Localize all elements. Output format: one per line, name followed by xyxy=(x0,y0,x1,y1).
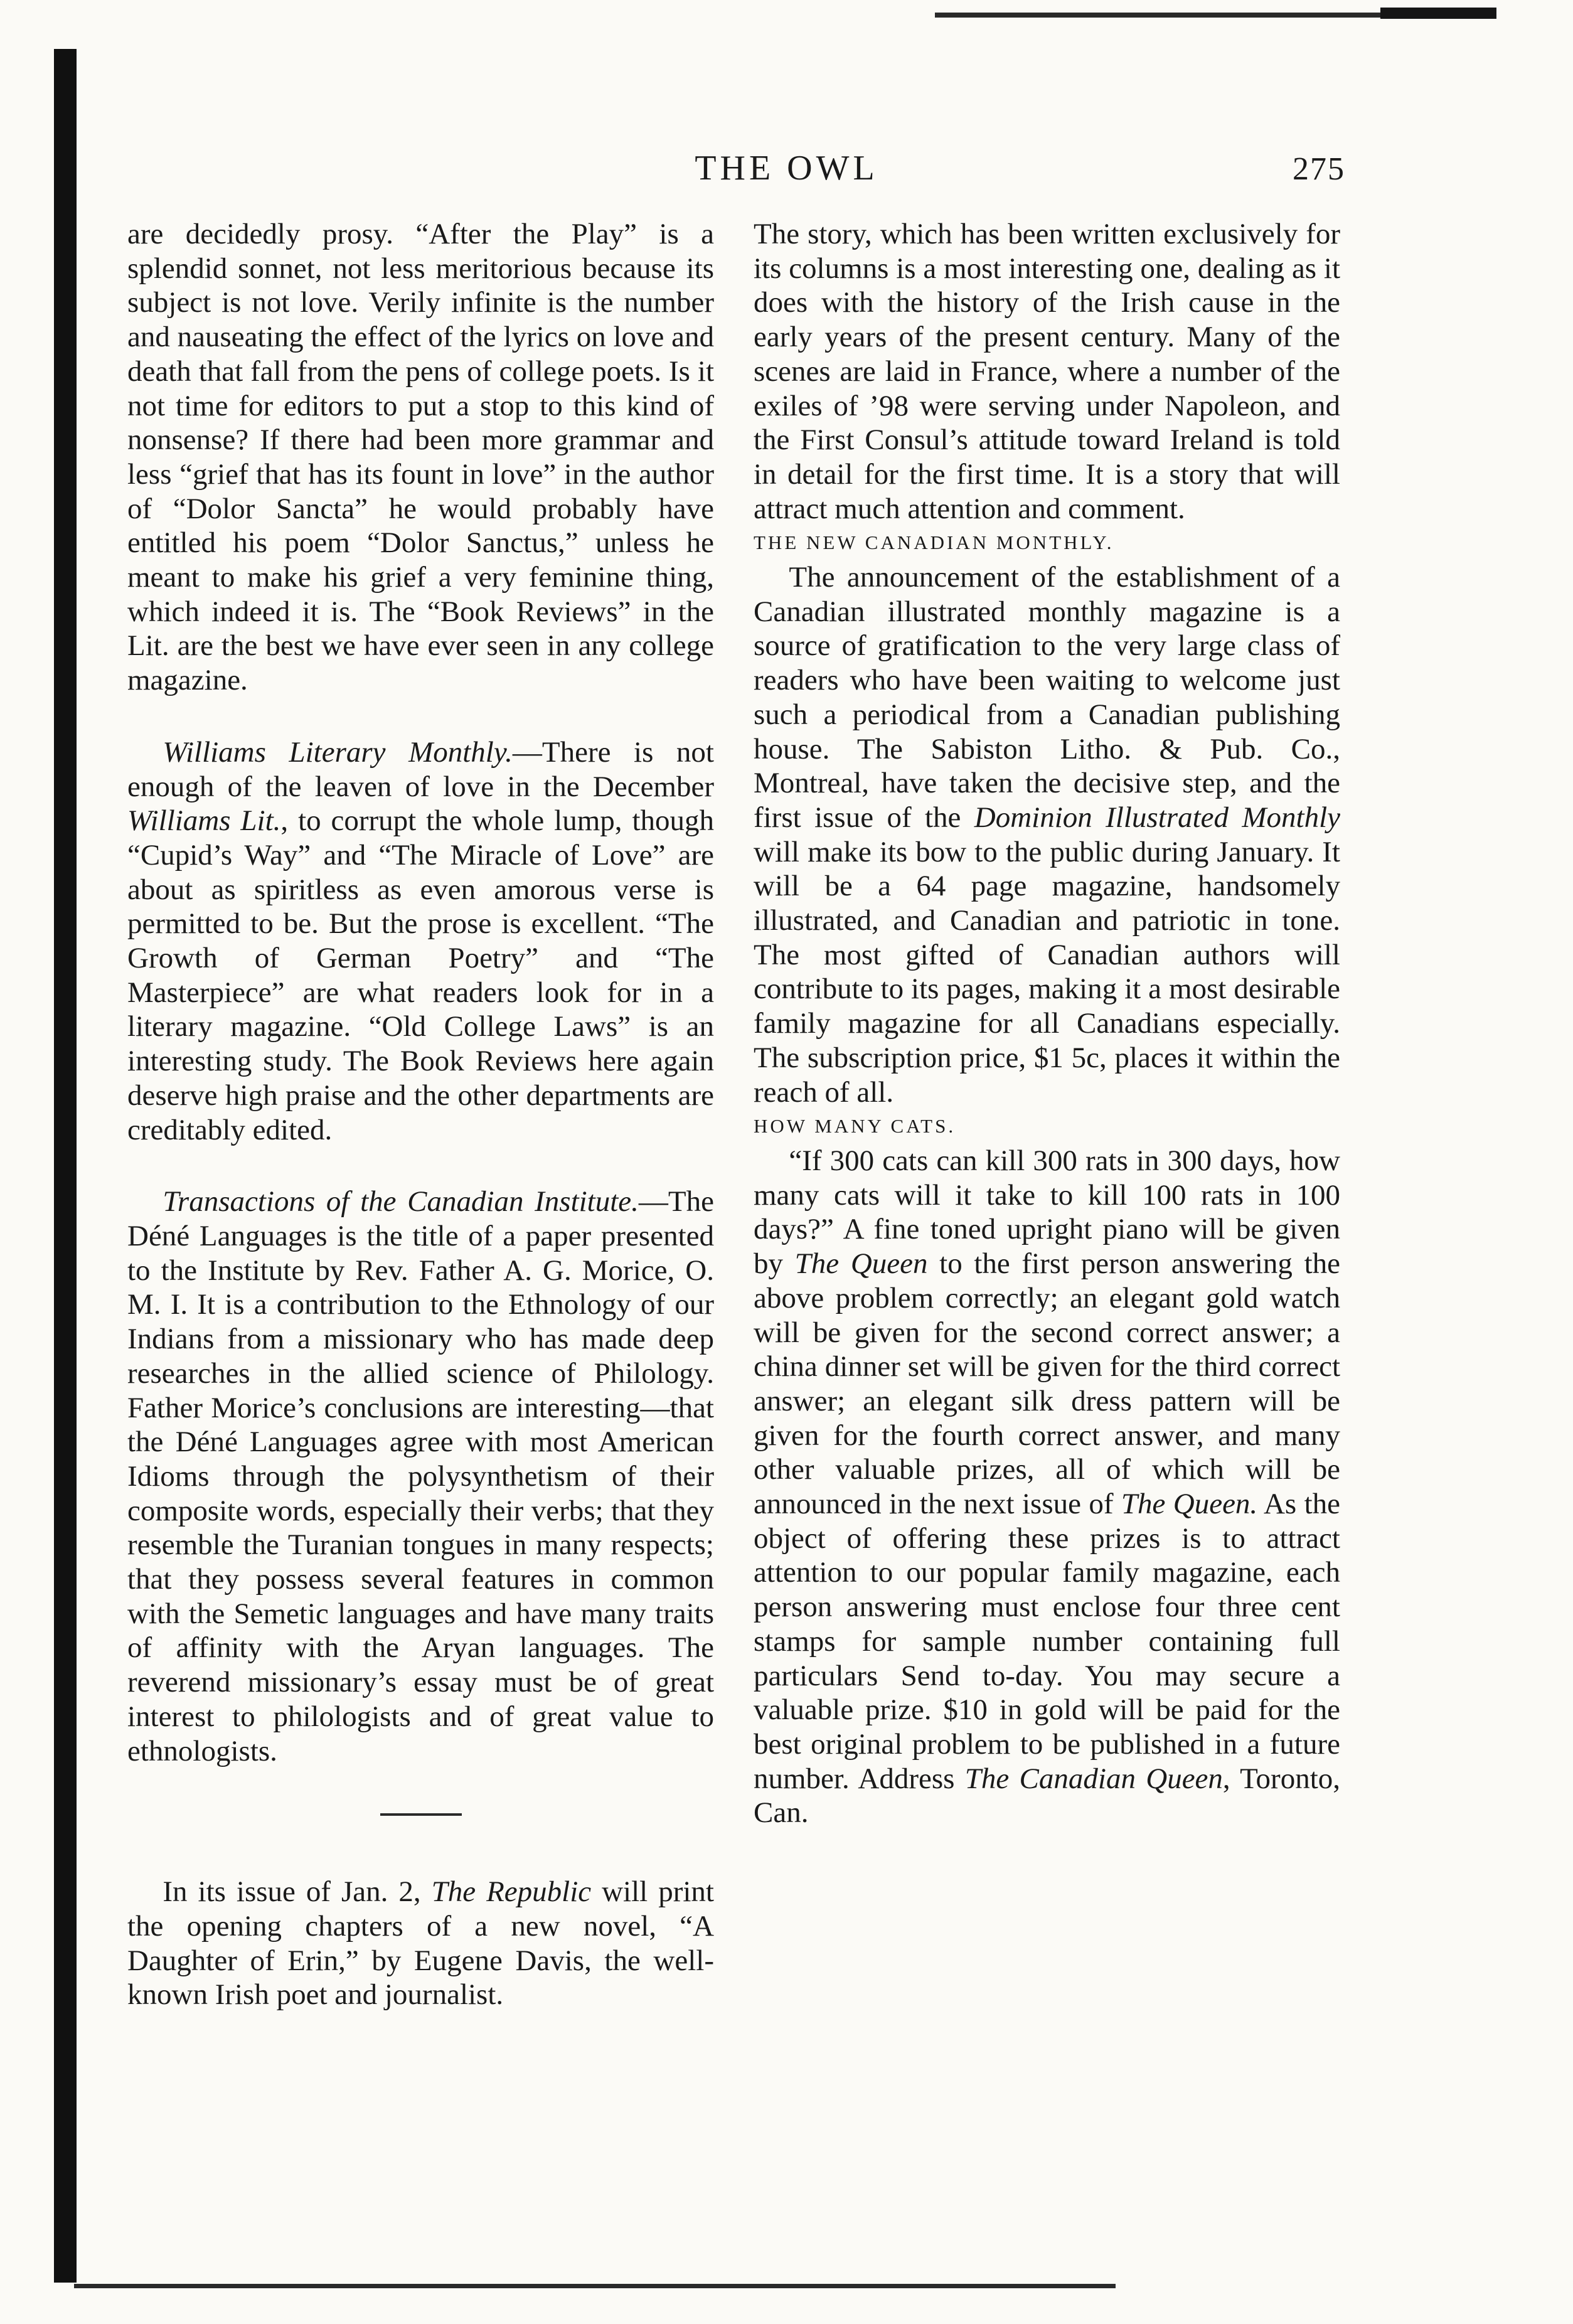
right-column xyxy=(754,217,1340,1830)
paragraph-story-continued: The story, which has been written exclusively for its columns is a most interesting one, dealing as it does with the history of the Irish cause in the early years of the present century. Many of the scenes are laid in France, where a number of the exiles of ’98 were serving under Napoleon, and the First Consul’s attitude toward Ireland is told in detail for the first time. It is a story that will attract much attention and comment. xyxy=(754,218,1340,525)
page-number: 275 xyxy=(1293,151,1345,187)
title-dominion-illustrated-monthly: Dominion Illustrated Monthly xyxy=(974,801,1340,834)
title-transactions: Transactions of the Canadian Institute. xyxy=(163,1185,639,1218)
left-column xyxy=(127,217,714,2012)
title-the-queen-2: The Queen. xyxy=(1121,1488,1258,1521)
title-williams-literary-monthly: Williams Literary Monthly. xyxy=(163,735,513,769)
title-the-queen: The Queen xyxy=(794,1247,928,1281)
paragraph-williams-literary-monthly: Williams Literary Monthly.—There is not enough of the leaven of love in the December Williams Lit., to corrupt the whole lump, though “Cupid’s Way” and “The Miracle of Love” are about as spiritless as even amorous verse is permitted to be. But the prose is excellent. “The Growth of German Poetry” and “The Masterpiece” are what readers look for in a literary magazine. “Old College Laws” is an interesting study. The Book Reviews here again deserve high praise and the other departments are creditably edited. xyxy=(127,735,714,1146)
title-the-canadian-queen: The Canadian Queen xyxy=(964,1762,1223,1795)
paragraph-how-many-cats: “If 300 cats can kill 300 rats in 300 days, how many cats will it take to kill 100 rats in 100 days?” A fine toned upright piano will be given by The Queen to the first person answering the above problem correctly; an elegant gold watch will be given for the second correct answer; a china dinner set will be given for the third correct answer; an elegant silk dress pattern will be given for the fourth correct answer, and many other valuable prizes, all of which will be announced in the next issue of The Queen. As the object of offering these prizes is to attract attention to our popular family magazine, each person answering must enclose four three cent stamps for sample number containing full particulars Send to-day. You may secure a valuable prize. $10 in gold will be paid for the best original problem to be published in a future number. Address The Canadian Queen, Toronto, Can. xyxy=(754,1144,1341,1830)
title-williams-lit: Williams Lit. xyxy=(127,804,281,838)
paragraph-republic: In its issue of Jan. 2, The Republic will print the opening chapters of a new novel, “A Daughter of Erin,” by Eugene Davis, the well-known Irish poet and journalist. xyxy=(127,1875,714,2012)
title-the-republic: The Republic xyxy=(431,1875,592,1909)
heading-new-canadian-monthly: THE NEW CANADIAN MONTHLY. xyxy=(754,531,1114,554)
heading-how-many-cats: HOW MANY CATS. xyxy=(754,1115,956,1138)
page-spine-shadow xyxy=(54,49,77,2283)
running-title: THE OWL xyxy=(695,149,878,188)
top-rule-accent xyxy=(1380,8,1496,19)
separator-rule xyxy=(380,1813,462,1816)
paragraph-new-canadian-monthly: The announcement of the establishment of a Canadian illustrated monthly magazine is a source of gratification to the very large class of readers who have been waiting to welcome just such a periodical from a Canadian publishing house. The Sabiston Litho. & Pub. Co., Montreal, have taken the decisive step, and the first issue of the Dominion Illustrated Monthly will make its bow to the public during January. It will be a 64 page magazine, handsomely illustrated, and Canadian and patriotic in tone. The most gifted of Canadian authors will contribute to its pages, making it a most desirable family magazine for all Canadians especially. The subscription price, $1 5c, places it within the reach of all. xyxy=(754,561,1340,1109)
paragraph-prosy: are decidedly prosy. “After the Play” is a splendid sonnet, not less meritorious because its subject is not love. Verily infinite is the number and nauseating the effect of the lyrics on love and death that fall from the pens of college poets. Is it not time for editors to put a stop to this kind of nonsense? If there had been more grammar and less “grief that has its fount in love” in the author of “Dolor Sancta” he would probably have entitled his poem “Dolor Sanctus,” unless he meant to make his grief a very feminine thing, which indeed it is. The “Book Reviews” in the Lit. are the best we have ever seen in any college magazine. xyxy=(127,218,714,697)
paragraph-transactions: Transactions of the Canadian Institute.—The Déné Languages is the title of a paper presented to the Institute by Rev. Father A. G. Morice, O. M. I. It is a contribution to the Ethnology of our Indians from a missionary who has made deep researches in the allied science of Philology. Father Morice’s conclusions are interesting—that the Déné Languages agree with most American Idioms through the polysynthetism of their composite words, especially their verbs; that they resemble the Turanian tongues in many respects; that they possess several features in common with the Semetic languages and have many traits of affinity with the Aryan languages. The reverend missionary’s essay must be of great interest to philologists and of great value to ethnologists. xyxy=(127,1185,714,1767)
bottom-rule xyxy=(74,2284,1116,2288)
